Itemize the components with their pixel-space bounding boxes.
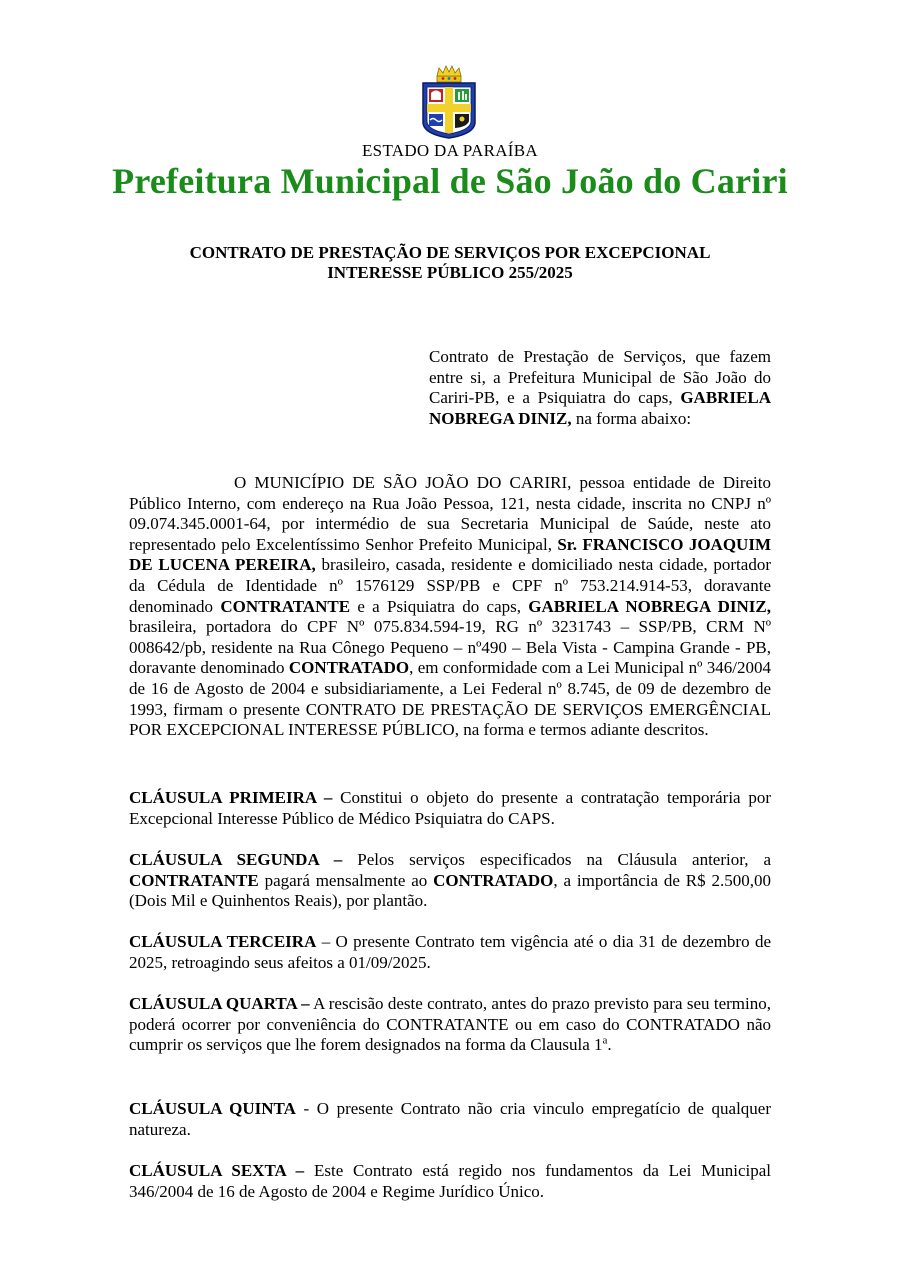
- state-name: ESTADO DA PARAÍBA: [362, 141, 538, 160]
- contract-title-line-2: INTERESSE PÚBLICO 255/2025: [327, 263, 573, 282]
- contract-summary: [429, 347, 771, 429]
- clause-label: CLÁUSULA QUARTA –: [129, 994, 310, 1013]
- clause-first: [129, 788, 771, 829]
- clause-text: Constitui o objeto do presente a contratação temporária por Excepcional Interesse Público de Médico Psiquiatra do CAPS.: [129, 788, 771, 828]
- clause-label: CLÁUSULA SEXTA –: [129, 1161, 305, 1180]
- intro-contracted-name: GABRIELA NOBREGA DINIZ,: [429, 388, 771, 428]
- mayor-name: Sr. FRANCISCO JOAQUIM DE LUCENA PEREIRA,: [129, 534, 771, 575]
- contracted-name: GABRIELA NOBREGA DINIZ,: [528, 596, 772, 616]
- contratado-label: CONTRATADO: [433, 870, 554, 890]
- ordinal-superscript: a: [602, 1034, 608, 1047]
- intro-text: Contrato de Prestação de Serviços, que fazem entre si, a Prefeitura Municipal de São João do Cariri-PB, e a Psiquiatra do caps,: [429, 347, 771, 407]
- clause-text: pagará mensalmente ao: [258, 870, 434, 890]
- clause-second: [129, 850, 771, 912]
- clause-label: CLÁUSULA SEGUNDA –: [129, 850, 343, 869]
- clause-text: A rescisão deste contrato, antes do prazo previsto para seu termino, poderá ocorrer por conveniência do CONTRATANTE ou em caso do CONTRATADO não cumprir os serviços que lhe forem designados na forma da Clausula 1: [129, 994, 771, 1055]
- clause-text: - O presente Contrato não cria vinculo empregatício de qualquer natureza.: [129, 1099, 771, 1139]
- preamble-text: O MUNICÍPIO DE SÃO JOÃO DO CARIRI, pessoa entidade de Direito Público Interno, com endereço na Rua João Pessoa, 121, nesta cidade, inscrita no CNPJ nº 09.074.345.0001-64, por intermédio de sua Secretaria Municipal de Saúde, neste ato representado pelo Excelentíssimo Senhor Prefeito Municipal,: [129, 473, 771, 554]
- clause-label: CLÁUSULA TERCEIRA: [129, 932, 317, 951]
- preamble-text: e a Psiquiatra do caps,: [350, 596, 529, 616]
- clause-fifth: [129, 1099, 771, 1140]
- municipality-title: Prefeitura Municipal de São João do Cariri: [112, 161, 788, 201]
- clause-text: .: [607, 1035, 612, 1055]
- preamble-text: brasileira, portadora do CPF Nº 075.834.594-19, RG nº 3231743 – SSP/PB, CRM Nº 008642/pb, residente na Rua Cônego Pequeno – nº490 – Bela Vista - Campina Grande - PB, doravante denominado: [129, 617, 771, 678]
- clause-text: Pelos serviços especificados na Cláusula anterior, a: [342, 850, 772, 869]
- clause-third: [129, 932, 771, 973]
- clause-text: – O presente Contrato tem vigência até o dia 31 de dezembro de 2025, retroagindo seus afeitos a 01/09/2025.: [129, 932, 771, 972]
- preamble-paragraph: [129, 473, 771, 741]
- clause-fourth: [129, 994, 771, 1056]
- municipal-crest-icon: [419, 64, 479, 140]
- preamble-text: brasileiro, casada, residente e domiciliado nesta cidade, portador da Cédula de Identidade nº 1576129 SSP/PB e CPF nº 753.214.914-53, doravante denominado: [129, 555, 771, 616]
- clause-sixth: [129, 1161, 771, 1202]
- contratado-label: CONTRATADO: [288, 658, 410, 678]
- clause-text: Este Contrato está regido nos fundamentos da Lei Municipal 346/2004 de 16 de Agosto de 2004 e Regime Jurídico Único.: [129, 1161, 771, 1201]
- contratante-label: CONTRATANTE: [129, 870, 259, 890]
- intro-text-end: na forma abaixo:: [571, 408, 692, 428]
- clause-label: CLÁUSULA PRIMEIRA –: [129, 788, 333, 807]
- contract-title: [130, 243, 770, 283]
- clause-label: CLÁUSULA QUINTA: [129, 1099, 296, 1118]
- clause-text: , a importância de R$ 2.500,00 (Dois Mil e Quinhentos Reais), por plantão.: [129, 870, 771, 911]
- contratante-label: CONTRATANTE: [220, 596, 351, 616]
- contract-title-line-1: CONTRATO DE PRESTAÇÃO DE SERVIÇOS POR EXCEPCIONAL: [189, 243, 711, 262]
- preamble-text: , em conformidade com a Lei Municipal nº 346/2004 de 16 de Agosto de 2004 e subsidiariamente, a Lei Federal nº 8.745, de 09 de dezembro de 1993, firmam o presente CONTRATO DE PRESTAÇÃO DE SERVIÇOS EMERGÊNCIAL POR EXCEPCIONAL INTERESSE PÚBLICO, na forma e termos adiante descritos.: [129, 658, 771, 740]
